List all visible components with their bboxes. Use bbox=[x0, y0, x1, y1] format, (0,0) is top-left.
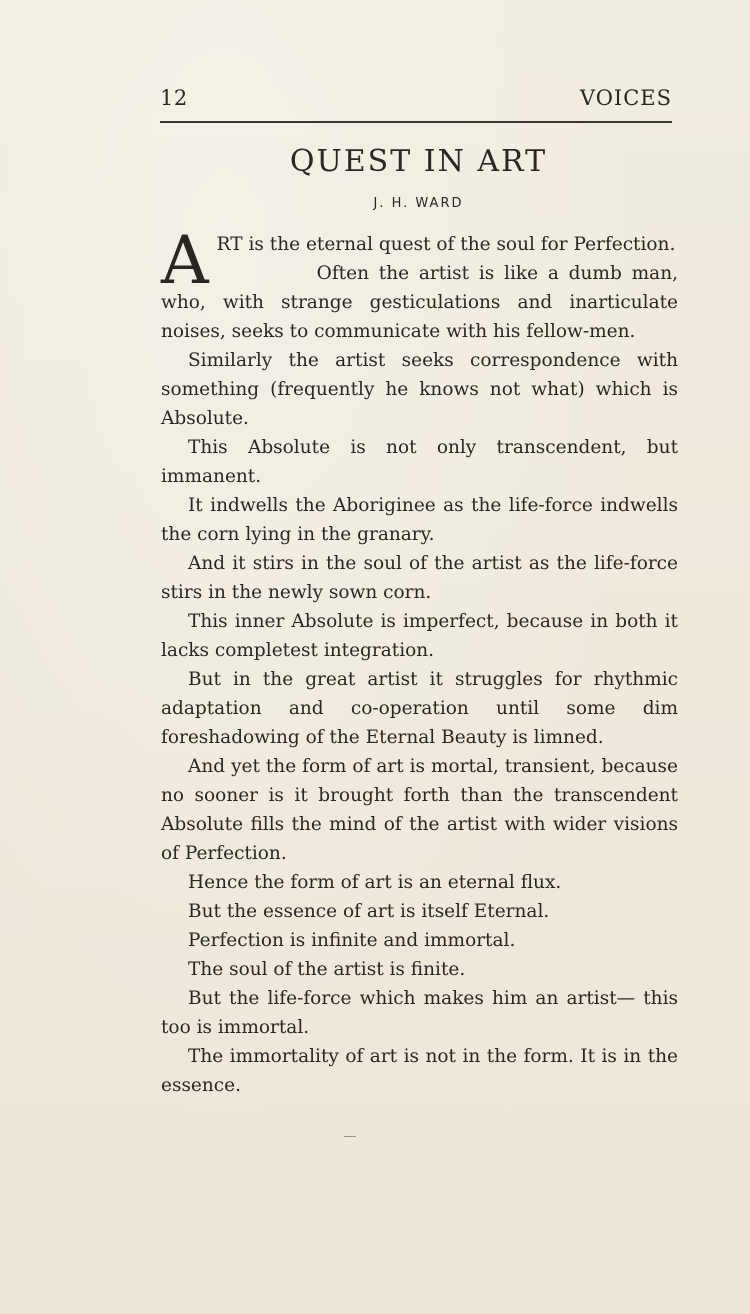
first-paragraph bbox=[161, 222, 678, 299]
paragraph: But in the great artist it struggles for rhythmic adaptation and co-operation until some dim foreshadowing of the Eternal Beauty is limned. bbox=[161, 669, 678, 748]
running-title: VOICES bbox=[579, 86, 672, 110]
paragraph: Often the artist is like a dumb man, who, with strange gesticulations and inarticulate noises, seeks to communicate with his fellow-men. bbox=[161, 263, 678, 342]
end-mark bbox=[344, 1136, 356, 1137]
paragraph: The immortality of art is not in the form. It is in the essence. bbox=[161, 1046, 678, 1096]
paragraph: And yet the form of art is mortal, transient, because no sooner is it brought forth than the transcendent Absolute fills the mind of the artist with wider visions of Perfection. bbox=[161, 756, 678, 864]
paragraph: This inner Absolute is imperfect, because in both it lacks completest integration. bbox=[161, 611, 678, 661]
paragraph: The soul of the artist is finite. bbox=[188, 959, 466, 980]
drop-cap: A bbox=[161, 222, 209, 299]
paragraph: It indwells the Aboriginee as the life-force indwells the corn lying in the granary. bbox=[161, 495, 678, 545]
paragraph: Similarly the artist seeks correspondence with something (frequently he knows not what) which is Absolute. bbox=[161, 350, 678, 429]
paragraph: But the life-force which makes him an artist— this too is immortal. bbox=[161, 988, 678, 1038]
article-title: QUEST IN ART bbox=[289, 144, 548, 179]
author-byline: J. H. WARD bbox=[373, 196, 464, 211]
page-number: 12 bbox=[160, 86, 188, 110]
first-paragraph-lead: RT is the eternal quest of the soul for Perfection. bbox=[216, 234, 676, 255]
paragraph: This Absolute is not only transcendent, but immanent. bbox=[161, 437, 678, 487]
paragraph: But the essence of art is itself Eternal. bbox=[188, 901, 550, 922]
article-body bbox=[161, 222, 678, 1100]
running-head bbox=[160, 86, 672, 116]
header-rule bbox=[160, 121, 672, 123]
paragraph: Hence the form of art is an eternal flux. bbox=[188, 872, 562, 893]
paragraph: Perfection is infinite and immortal. bbox=[188, 930, 516, 951]
paragraph: And it stirs in the soul of the artist as the life-force stirs in the newly sown corn. bbox=[161, 553, 678, 603]
